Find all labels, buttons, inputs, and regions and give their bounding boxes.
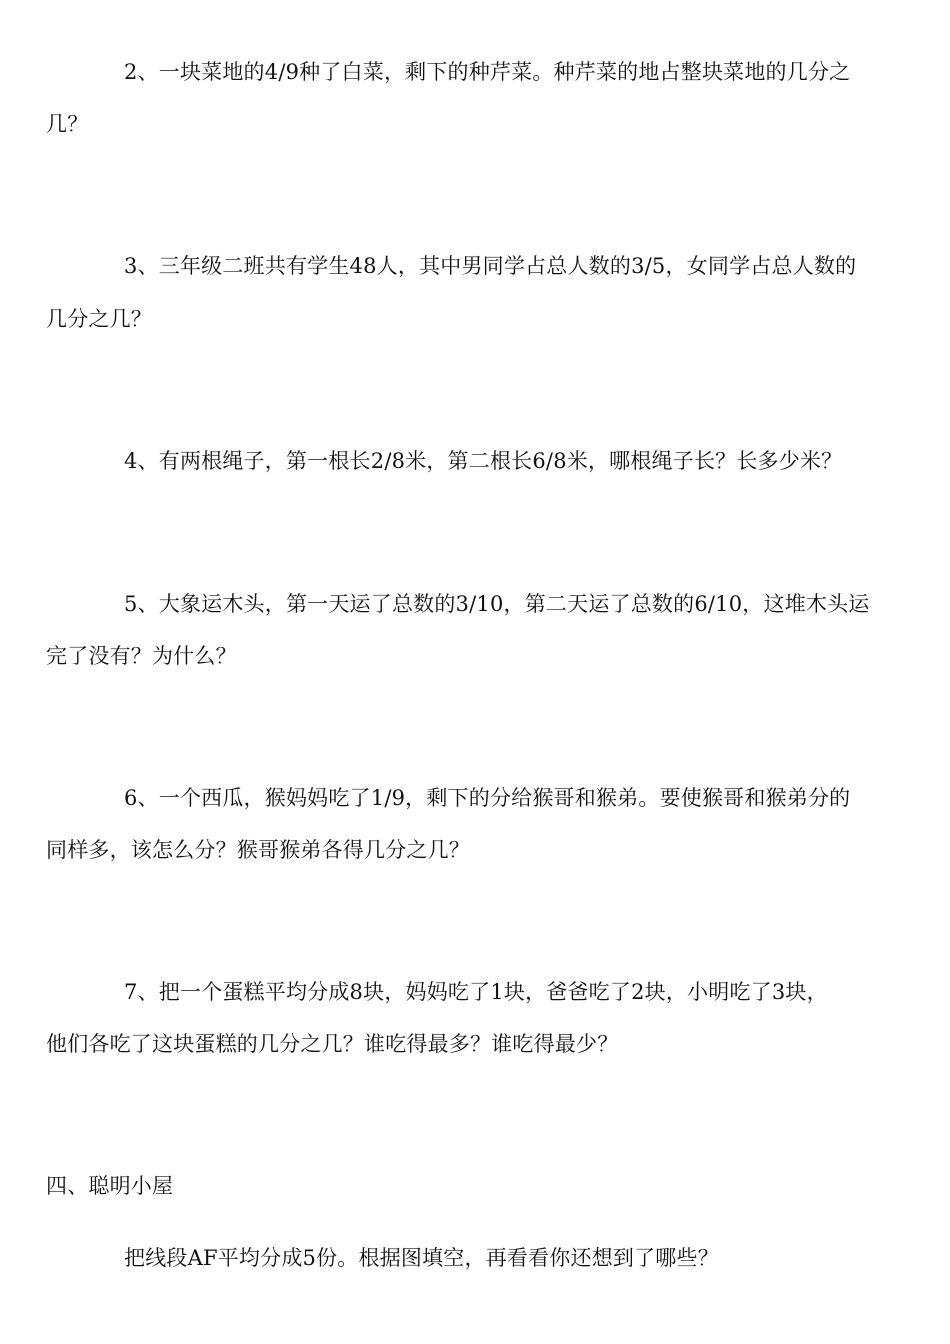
question-6-line-1: 6、一个西瓜，猴妈妈吃了1/9，剩下的分给猴哥和猴弟。要使猴哥和猴弟分的 [124, 786, 851, 810]
question-7-line-2: 他们各吃了这块蛋糕的几分之几？谁吃得最多？谁吃得最少？ [46, 1032, 619, 1056]
section-4-heading: 四、聪明小屋 [46, 1174, 174, 1198]
question-5-line-2: 完了没有？为什么？ [46, 644, 237, 668]
question-4-line-1: 4、有两根绳子，第一根长2/8米，第二根长6/8米，哪根绳子长？长多少米？ [124, 449, 843, 473]
question-5-line-1: 5、大象运木头，第一天运了总数的3/10，第二天运了总数的6/10，这堆木头运 [124, 592, 870, 616]
question-2-line-2: 几？ [46, 112, 89, 136]
question-2-line-1: 2、一块菜地的4/9种了白菜，剩下的种芹菜。种芹菜的地占整块菜地的几分之 [124, 60, 851, 84]
question-7-line-1: 7、把一个蛋糕平均分成8块，妈妈吃了1块，爸爸吃了2块，小明吃了3块， [124, 980, 828, 1004]
question-6-line-2: 同样多，该怎么分？猴哥猴弟各得几分之几？ [46, 838, 470, 862]
question-3-line-2: 几分之几？ [46, 307, 152, 331]
section-4-instruction: 把线段AF平均分成5份。根据图填空，再看看你还想到了哪些？ [124, 1246, 719, 1270]
question-3-line-1: 3、三年级二班共有学生48人，其中男同学占总人数的3/5，女同学占总人数的 [124, 254, 857, 278]
